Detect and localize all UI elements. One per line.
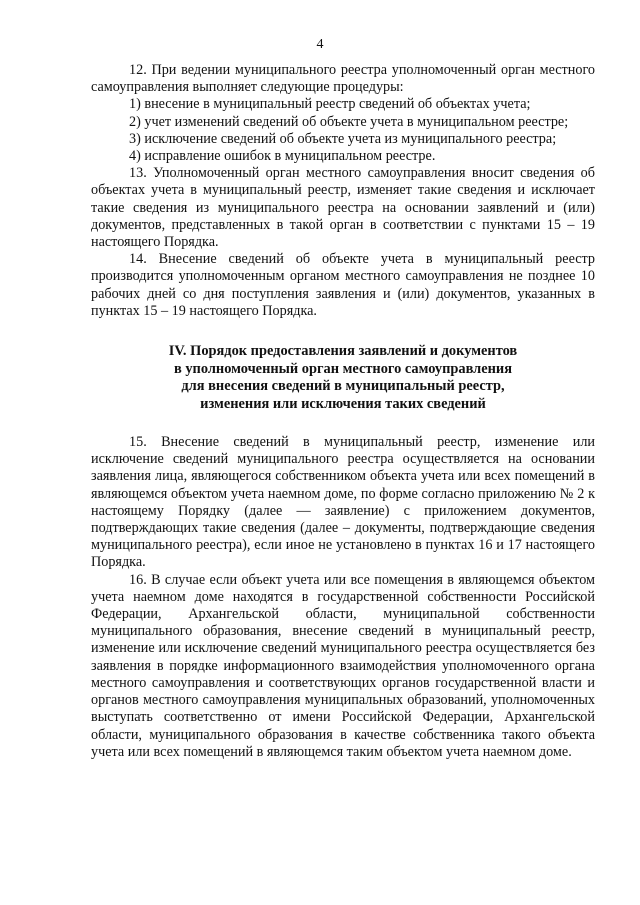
document-body <box>91 62 595 761</box>
page-number: 4 <box>316 37 324 52</box>
paragraph-16: 16. В случае если объект учета или все помещения в являющемся объектом учета наемном доме находятся в государственной собственности Российской Федерации, Архангельской области, муниципальной собственности муниципального образования, внесение сведений в муниципальный реестр, изменение или исключение сведений муниципального реестра осуществляется без заявления в порядке информационного взаимодействия уполномоченного органа местного самоуправления и соответствующих органов государственной власти и органов местного самоуправления муниципальных образований, уполномоченных выступать соответственно от имени Российской Федерации, Архангельской области, муниципального образования в качестве собственника такого объекта учета или всех помещений в являющемся таким объектом учета наемном доме. <box>91 571 595 760</box>
section-heading-line-3: для внесения сведений в муниципальный реестр, <box>181 378 505 395</box>
list-item-1: 1) внесение в муниципальный реестр сведений об объектах учета; <box>129 96 531 113</box>
paragraph-15: 15. Внесение сведений в муниципальный реестр, изменение или исключение сведений муниципального реестра осуществляется на основании заявления лица, являющегося собственником объекта учета или всех помещений в являющемся объектом учета наемном доме, по форме согласно приложению № 2 к настоящему Порядку (далее — заявление) с приложением документов, подтверждающих такие сведения (далее – документы, подтверждающие сведения муниципального реестра), если иное не установлено в пунктах 16 и 17 настоящего Порядка. <box>91 434 595 571</box>
paragraph-12: 12. При ведении муниципального реестра уполномоченный орган местного самоуправления выполняет следующие процедуры: <box>91 62 595 96</box>
section-heading-line-2: в уполномоченный орган местного самоуправления <box>173 360 512 377</box>
section-heading-line-1: IV. Порядок предоставления заявлений и документов <box>168 343 518 360</box>
list-item-4: 4) исправление ошибок в муниципальном реестре. <box>129 148 436 165</box>
paragraph-13: 13. Уполномоченный орган местного самоуправления вносит сведения об объектах учета в муниципальный реестр, изменяет такие сведения и исключает такие сведения из муниципального реестра на основании заявлений и (или) документов, представленных в такой орган в соответствии с пунктами 15 – 19 настоящего Порядка. <box>91 165 595 251</box>
section-heading-line-4: изменения или исключения таких сведений <box>200 395 486 412</box>
list-item-2: 2) учет изменений сведений об объекте учета в муниципальном реестре; <box>129 113 569 130</box>
paragraph-14: 14. Внесение сведений об объекте учета в муниципальный реестр производится уполномоченным органом местного самоуправления не позднее 10 рабочих дней со дня поступления заявления и (или) документов, указанных в пунктах 15 – 19 настоящего Порядка. <box>91 251 595 319</box>
section-heading <box>91 343 595 413</box>
list-item-3: 3) исключение сведений об объекте учета из муниципального реестра; <box>129 130 557 147</box>
